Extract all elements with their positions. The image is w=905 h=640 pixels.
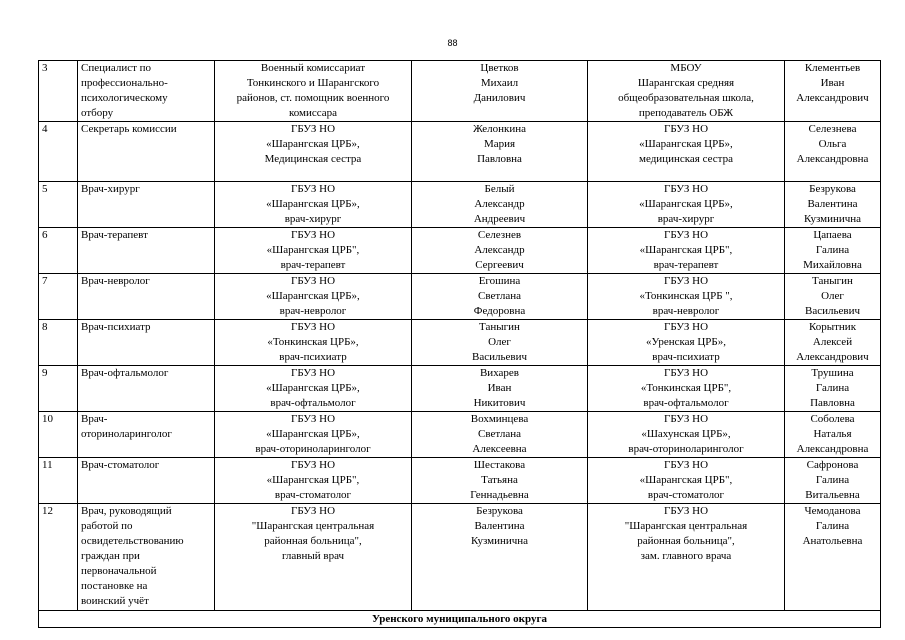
reserve-organization-cell [588, 320, 785, 366]
cell-line: Михаил [480, 77, 519, 89]
row-number: 12 [39, 504, 78, 611]
table-row [39, 458, 881, 504]
cell-line: районов, ст. помощник военного [236, 92, 390, 104]
main-member-name-cell [412, 274, 588, 320]
main-organization-cell [215, 412, 412, 458]
cell-line: Светлана [477, 428, 522, 440]
cell-line: Иван [820, 77, 845, 89]
cell-line: «Тонкинская ЦРБ ", [639, 290, 733, 302]
specialist-cell [78, 274, 215, 320]
cell-line: Галина [815, 474, 850, 486]
cell-line: постановке на [81, 580, 148, 592]
cell-line: Александровна [796, 443, 869, 455]
reserve-organization-cell [588, 182, 785, 228]
cell-line: врач-стоматолог [647, 489, 725, 501]
cell-line: Желонкина [472, 123, 527, 135]
cell-line: «Тонкинская ЦРБ», [267, 336, 359, 348]
cell-line: граждан при [81, 550, 140, 562]
cell-line: «Уренская ЦРБ», [646, 336, 726, 348]
cell-line: врач-оториноларинголог [255, 443, 371, 455]
cell-line: ГБУЗ НО [290, 413, 336, 425]
cell-line: Чемоданова [804, 505, 861, 517]
row-number: 4 [39, 122, 78, 182]
cell-line: преподаватель ОБЖ [638, 107, 734, 119]
cell-line: врач-психиатр [652, 351, 720, 363]
row-number: 6 [39, 228, 78, 274]
main-member-name-cell [412, 122, 588, 182]
cell-line: «Шарангская ЦРБ", [266, 244, 360, 256]
cell-line: Олег [821, 290, 844, 302]
main-organization-cell [215, 504, 412, 611]
reserve-member-name-cell [785, 182, 881, 228]
reserve-organization-cell [588, 122, 785, 182]
cell-line: ГБУЗ НО [290, 367, 336, 379]
cell-line: Врач-терапевт [81, 229, 148, 241]
cell-line: ГБУЗ НО [290, 183, 336, 195]
cell-line: Егошина [478, 275, 521, 287]
main-organization-cell [215, 274, 412, 320]
cell-line: Михайловна [803, 259, 862, 271]
cell-line: врач-невролог [652, 305, 720, 317]
cell-line: Наталья [813, 428, 852, 440]
row-number: 7 [39, 274, 78, 320]
cell-line: Александр [474, 244, 525, 256]
cell-line: Иван [487, 382, 512, 394]
cell-line: Олег [488, 336, 511, 348]
row-number: 5 [39, 182, 78, 228]
cell-line: врач-невролог [279, 305, 347, 317]
main-member-name-cell [412, 458, 588, 504]
reserve-member-name-cell [785, 412, 881, 458]
cell-line: Андреевич [473, 213, 526, 225]
main-member-name-cell [412, 504, 588, 611]
cell-line: Селезнев [477, 229, 522, 241]
cell-line: ГБУЗ НО [663, 459, 709, 471]
cell-line: Цапаева [813, 229, 852, 241]
cell-line: Алексеевна [472, 443, 527, 455]
cell-line: врач-стоматолог [274, 489, 352, 501]
cell-line: ГБУЗ НО [663, 275, 709, 287]
cell-line: Галина [815, 520, 850, 532]
commission-table [38, 60, 881, 628]
row-number: 11 [39, 458, 78, 504]
cell-line: работой по [81, 520, 133, 532]
cell-line: Александрович [796, 351, 869, 363]
cell-line: оториноларинголог [81, 428, 172, 440]
cell-line: Трушина [811, 367, 854, 379]
cell-line: Витальевна [805, 489, 860, 501]
cell-line: Кузминична [470, 535, 529, 547]
cell-line: районная больница", [637, 535, 735, 547]
cell-line: Военный комиссариат [260, 62, 366, 74]
table-row [39, 320, 881, 366]
cell-line: ГБУЗ НО [290, 229, 336, 241]
cell-line: Геннадьевна [470, 489, 529, 501]
reserve-member-name-cell [785, 458, 881, 504]
cell-line: Сергеевич [475, 259, 524, 271]
main-organization-cell [215, 228, 412, 274]
cell-line: врач-психиатр [279, 351, 347, 363]
cell-line: Федоровна [473, 305, 526, 317]
cell-line: Александр [474, 198, 525, 210]
cell-line: ГБУЗ НО [663, 413, 709, 425]
cell-line: ГБУЗ НО [290, 459, 336, 471]
cell-line: общеобразовательная школа, [618, 92, 754, 104]
cell-line: Корытник [808, 321, 857, 333]
cell-line: «Шарангская ЦРБ», [266, 382, 360, 394]
cell-line: врач-оториноларинголог [628, 443, 744, 455]
reserve-organization-cell [588, 228, 785, 274]
cell-line: врач-хирург [284, 213, 342, 225]
cell-line: освидетельствованию [81, 535, 184, 547]
cell-line: «Шарангская ЦРБ", [266, 474, 360, 486]
reserve-organization-cell [588, 61, 785, 122]
table-row [39, 61, 881, 122]
cell-line: "Шарангская центральная [251, 520, 375, 532]
cell-line: Ольга [818, 138, 847, 150]
cell-line: ГБУЗ НО [290, 123, 336, 135]
cell-line: Врач-невролог [81, 275, 150, 287]
cell-line: Врач, руководящий [81, 505, 172, 517]
cell-line: Галина [815, 244, 850, 256]
row-number: 9 [39, 366, 78, 412]
main-member-name-cell [412, 320, 588, 366]
table-row [39, 228, 881, 274]
table-body [39, 61, 881, 628]
reserve-organization-cell [588, 458, 785, 504]
cell-line: Медицинская сестра [264, 153, 362, 165]
cell-line: Галина [815, 382, 850, 394]
table-row [39, 182, 881, 228]
cell-line: МБОУ [670, 62, 702, 74]
cell-line: психологическому [81, 92, 168, 104]
cell-line: медицинская сестра [639, 153, 733, 165]
cell-line: ГБУЗ НО [663, 367, 709, 379]
main-member-name-cell [412, 182, 588, 228]
table-row [39, 412, 881, 458]
table-row [39, 274, 881, 320]
cell-line: Врач- [81, 413, 108, 425]
cell-line: ГБУЗ НО [663, 229, 709, 241]
main-organization-cell [215, 61, 412, 122]
main-organization-cell [215, 366, 412, 412]
cell-line: Светлана [477, 290, 522, 302]
cell-line: врач-хирург [657, 213, 715, 225]
specialist-cell [78, 366, 215, 412]
cell-line: Врач-стоматолог [81, 459, 160, 471]
specialist-cell [78, 122, 215, 182]
cell-line: воинский учёт [81, 595, 149, 607]
section-title: Уренского муниципального округа [39, 611, 881, 628]
cell-line: Павловна [477, 153, 522, 165]
cell-line: «Шарангская ЦРБ», [266, 428, 360, 440]
cell-line: врач-офтальмолог [643, 397, 729, 409]
specialist-cell [78, 320, 215, 366]
table-row [39, 504, 881, 611]
reserve-member-name-cell [785, 504, 881, 611]
cell-line: Соболева [810, 413, 855, 425]
page-number: 88 [447, 38, 458, 48]
reserve-member-name-cell [785, 228, 881, 274]
cell-line: отбору [81, 107, 114, 119]
cell-line: Валентина [474, 520, 525, 532]
cell-line: Васильевич [472, 351, 527, 363]
cell-line: Таныгин [479, 321, 520, 333]
cell-line: Вохминцева [470, 413, 529, 425]
reserve-organization-cell [588, 504, 785, 611]
cell-line: Безрукова [476, 505, 523, 517]
cell-line: Секретарь комиссии [81, 123, 177, 135]
cell-line: Безрукова [809, 183, 856, 195]
cell-line: Анатольевна [802, 535, 863, 547]
main-member-name-cell [412, 366, 588, 412]
cell-line: Мария [483, 138, 516, 150]
cell-line: «Шарангская ЦРБ», [266, 138, 360, 150]
cell-line: Павловна [810, 397, 855, 409]
specialist-cell [78, 504, 215, 611]
main-member-name-cell [412, 61, 588, 122]
main-organization-cell [215, 122, 412, 182]
row-number: 10 [39, 412, 78, 458]
cell-line: первоначальной [81, 565, 157, 577]
reserve-member-name-cell [785, 274, 881, 320]
cell-line: «Шарангская ЦРБ», [639, 138, 733, 150]
reserve-member-name-cell [785, 320, 881, 366]
section-footer-row [39, 611, 881, 628]
specialist-cell [78, 458, 215, 504]
reserve-member-name-cell [785, 61, 881, 122]
specialist-cell [78, 412, 215, 458]
row-number: 3 [39, 61, 78, 122]
cell-line: Тонкинского и Шарангского [246, 77, 380, 89]
cell-line: Шестакова [473, 459, 526, 471]
main-member-name-cell [412, 228, 588, 274]
cell-line: Врач-психиатр [81, 321, 151, 333]
cell-line: Кузминична [803, 213, 862, 225]
specialist-cell [78, 182, 215, 228]
cell-line: Вихарев [479, 367, 520, 379]
cell-line: Александрович [796, 92, 869, 104]
reserve-member-name-cell [785, 122, 881, 182]
main-organization-cell [215, 182, 412, 228]
cell-line: «Шарангская ЦРБ», [639, 198, 733, 210]
row-number: 8 [39, 320, 78, 366]
cell-line: врач-терапевт [280, 259, 346, 271]
cell-line: профессионально- [81, 77, 168, 89]
cell-line: «Шарангская ЦРБ", [639, 244, 733, 256]
reserve-member-name-cell [785, 366, 881, 412]
cell-line: ГБУЗ НО [663, 321, 709, 333]
cell-line: ГБУЗ НО [663, 505, 709, 517]
cell-line: "Шарангская центральная [624, 520, 748, 532]
cell-line: «Шахунская ЦРБ», [641, 428, 731, 440]
cell-line: комиссара [288, 107, 338, 119]
cell-line: районная больница", [264, 535, 362, 547]
cell-line: «Шарангская ЦРБ», [266, 290, 360, 302]
cell-line: ГБУЗ НО [290, 275, 336, 287]
table-row [39, 122, 881, 182]
cell-line: Специалист по [81, 62, 152, 74]
table-row [39, 366, 881, 412]
specialist-cell [78, 228, 215, 274]
cell-line: Васильевич [805, 305, 860, 317]
cell-line: Александровна [796, 153, 869, 165]
cell-line: Селезнева [808, 123, 857, 135]
cell-line: Белый [484, 183, 515, 195]
cell-line: врач-офтальмолог [270, 397, 356, 409]
main-organization-cell [215, 320, 412, 366]
reserve-organization-cell [588, 366, 785, 412]
cell-line: «Шарангская ЦРБ", [639, 474, 733, 486]
cell-line: Врач-офтальмолог [81, 367, 169, 379]
cell-line: «Шарангская ЦРБ», [266, 198, 360, 210]
cell-line: Данилович [473, 92, 526, 104]
specialist-cell [78, 61, 215, 122]
main-member-name-cell [412, 412, 588, 458]
cell-line: Алексей [812, 336, 853, 348]
cell-line: Шарангская средняя [637, 77, 735, 89]
cell-line: Клементьев [804, 62, 861, 74]
cell-line: ГБУЗ НО [663, 123, 709, 135]
cell-line: Врач-хирург [81, 183, 140, 195]
cell-line: ГБУЗ НО [290, 505, 336, 517]
cell-line: врач-терапевт [653, 259, 719, 271]
cell-line: Цветков [480, 62, 519, 74]
cell-line: «Тонкинская ЦРБ", [640, 382, 732, 394]
cell-line: ГБУЗ НО [663, 183, 709, 195]
cell-line: Татьяна [481, 474, 518, 486]
reserve-organization-cell [588, 274, 785, 320]
cell-line: Никитович [473, 397, 526, 409]
cell-line: Таныгин [812, 275, 853, 287]
reserve-organization-cell [588, 412, 785, 458]
cell-line: зам. главного врача [640, 550, 732, 562]
cell-line: Сафронова [806, 459, 859, 471]
cell-line: главный врач [281, 550, 345, 562]
cell-line: Валентина [807, 198, 858, 210]
main-organization-cell [215, 458, 412, 504]
cell-line: ГБУЗ НО [290, 321, 336, 333]
